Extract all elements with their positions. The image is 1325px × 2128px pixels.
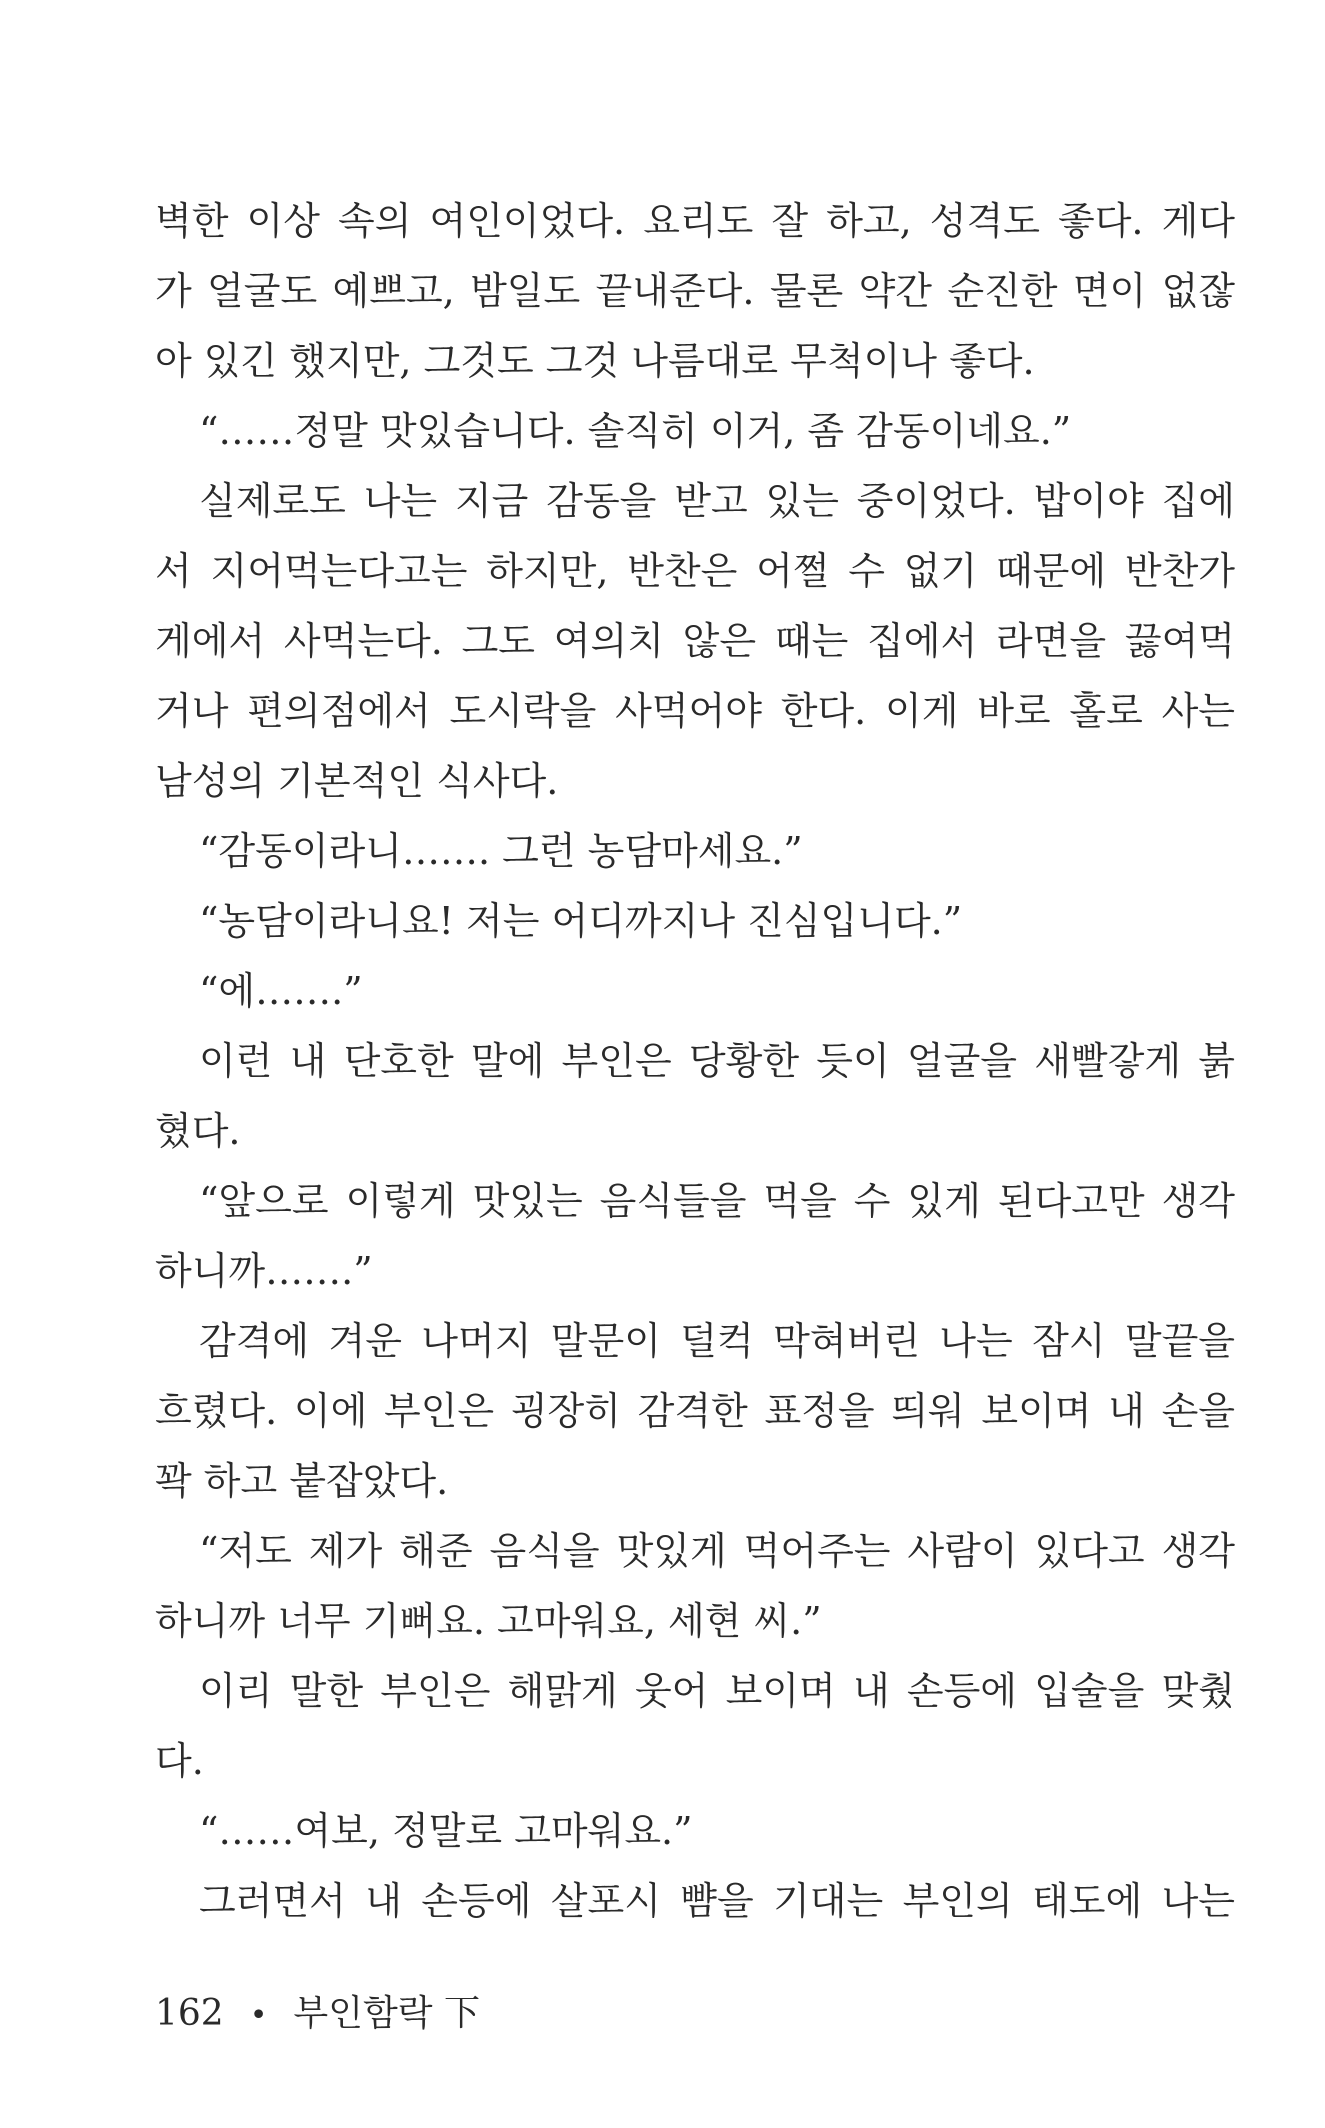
text-line: 감격에 겨운 나머지 말문이 덜컥 막혀버린 나는 잠시 말끝을 <box>199 1319 1235 1363</box>
dialogue-line: “저도 제가 해준 음식을 맛있게 먹어주는 사람이 있다고 생각 <box>199 1529 1235 1573</box>
text-line: 남성의 기본적인 식사다. <box>155 759 559 803</box>
dialogue-line: “감동이라니……. 그런 농담마세요.” <box>199 829 803 873</box>
dialogue-line: “앞으로 이렇게 맛있는 음식들을 먹을 수 있게 된다고만 생각 <box>199 1179 1235 1223</box>
dialogue-line: 하니까 너무 기뻐요. 고마워요, 세현 씨.” <box>155 1599 822 1643</box>
dialogue-line: 하니까…….” <box>155 1249 373 1293</box>
page-number: 162 <box>155 1993 224 2034</box>
text-line: 거나 편의점에서 도시락을 사먹어야 한다. 이게 바로 홀로 사는 <box>155 689 1235 733</box>
page-footer <box>155 1990 480 2040</box>
text-line: 벽한 이상 속의 여인이었다. 요리도 잘 하고, 성격도 좋다. 게다 <box>155 199 1235 243</box>
text-line: 혔다. <box>155 1109 241 1153</box>
dialogue-line: “에…….” <box>199 969 363 1013</box>
dialogue-line: “……정말 맛있습니다. 솔직히 이거, 좀 감동이네요.” <box>199 409 1072 453</box>
text-line: 이리 말한 부인은 해맑게 웃어 보이며 내 손등에 입술을 맞췄 <box>199 1669 1235 1713</box>
text-line: 게에서 사먹는다. 그도 여의치 않은 때는 집에서 라면을 끓여먹 <box>155 619 1235 663</box>
text-line: 그러면서 내 손등에 살포시 뺨을 기대는 부인의 태도에 나는 <box>199 1879 1235 1923</box>
book-title: 부인함락 下 <box>293 1993 480 2034</box>
text-line: 이런 내 단호한 말에 부인은 당황한 듯이 얼굴을 새빨갛게 붉 <box>199 1039 1235 1083</box>
text-line: 가 얼굴도 예쁘고, 밤일도 끝내준다. 물론 약간 순진한 면이 없잖 <box>155 269 1235 313</box>
footer-separator: • <box>249 1998 268 2033</box>
text-line: 서 지어먹는다고는 하지만, 반찬은 어쩔 수 없기 때문에 반찬가 <box>155 549 1235 593</box>
body-text <box>155 186 1235 1936</box>
text-line: 꽉 하고 붙잡았다. <box>155 1459 449 1503</box>
text-line: 흐렸다. 이에 부인은 굉장히 감격한 표정을 띄워 보이며 내 손을 <box>155 1389 1235 1433</box>
text-line: 아 있긴 했지만, 그것도 그것 나름대로 무척이나 좋다. <box>155 339 1035 383</box>
dialogue-line: “……여보, 정말로 고마워요.” <box>199 1809 693 1853</box>
dialogue-line: “농담이라니요! 저는 어디까지나 진심입니다.” <box>199 899 963 943</box>
text-line: 다. <box>155 1739 204 1783</box>
text-line: 실제로도 나는 지금 감동을 받고 있는 중이었다. 밥이야 집에 <box>199 479 1235 523</box>
